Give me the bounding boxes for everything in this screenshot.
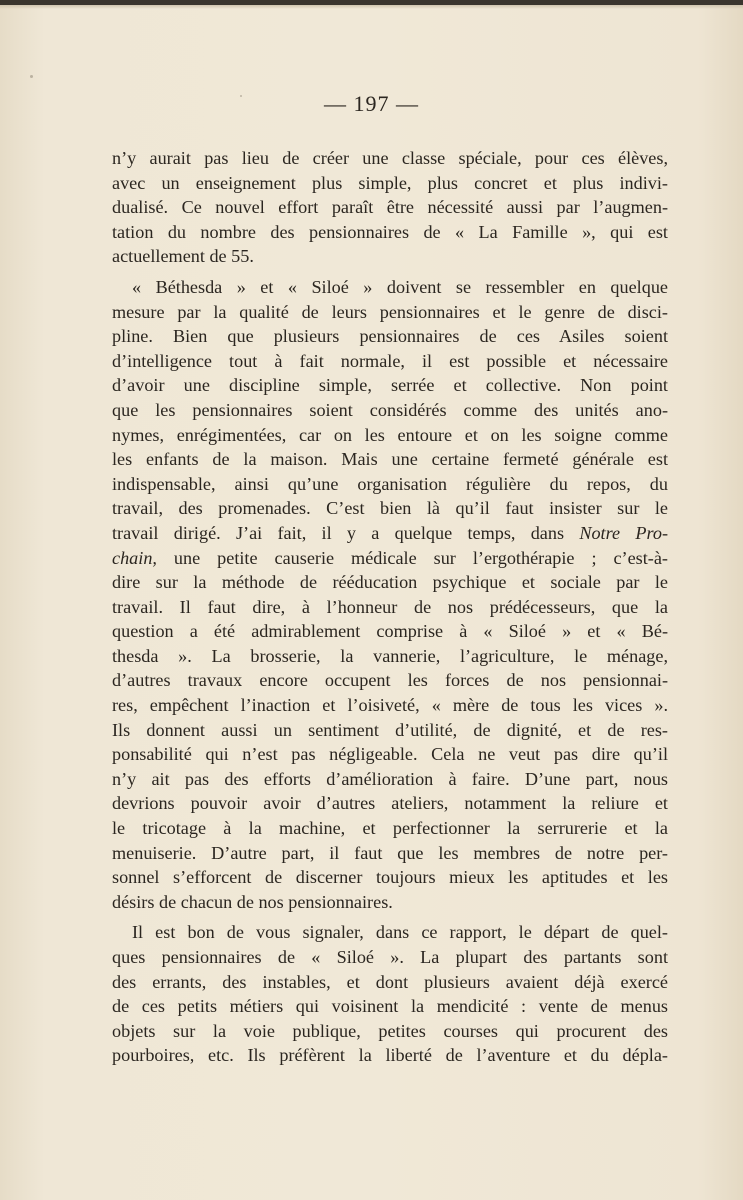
text-line: travail. Il faut dire, à l’honneur de nos prédécesseurs, que la (112, 596, 668, 617)
text-line: désirs de chacun de nos pensionnaires. (112, 891, 393, 912)
text-line: dire sur la méthode de rééducation psychique et sociale par le (112, 572, 668, 593)
text-line: d’autres travaux encore occupent les forces de nos pensionnai- (112, 670, 668, 691)
text-line: mesure par la qualité de leurs pensionnaires et le genre de disci- (112, 301, 668, 322)
text-line: tation du nombre des pensionnaires de « La Famille », qui est (112, 221, 668, 242)
text-line: Ils donnent aussi un sentiment d’utilité, de dignité, et de res- (112, 719, 668, 740)
text-line: ponsabilité qui n’est pas négligeable. Cela ne veut pas dire qu’il (112, 744, 668, 765)
journal-title: Notre Pro- (579, 522, 668, 543)
text-line: de ces petits métiers qui voisinent la mendicité : vente de menus (112, 996, 668, 1017)
text-line: « Béthesda » et « Siloé » doivent se ressembler en quelque (132, 276, 668, 297)
text-line: dualisé. Ce nouvel effort paraît être nécessité aussi par l’augmen- (112, 197, 668, 218)
text-line: menuiserie. D’autre part, il faut que les membres de notre per- (112, 842, 668, 863)
text-line: d’intelligence tout à fait normale, il est possible et nécessaire (112, 350, 668, 371)
page-number: — 197 — (324, 91, 419, 116)
text-line: avec un enseignement plus simple, plus concret et plus indivi- (112, 172, 668, 193)
text-line: d’avoir une discipline simple, serrée et collective. Non point (112, 375, 668, 396)
text-line: pourboires, etc. Ils préfèrent la liberté de l’aventure et du dépla- (112, 1045, 668, 1066)
paragraph-1 (112, 146, 668, 269)
text-line: travail dirigé. J’ai fait, il y a quelque temps, dans Notre Pro- (112, 522, 668, 543)
text-line: devrions pouvoir avoir d’autres ateliers, notamment la reliure et (112, 793, 668, 814)
text-line: question a été admirablement comprise à « Siloé » et « Bé- (112, 621, 668, 642)
text-line: chain, une petite causerie médicale sur l’ergothérapie ; c’est-à- (112, 547, 668, 568)
paper-speck (30, 75, 33, 78)
text-line: sonnel s’efforcent de discerner toujours mieux les aptitudes et les (112, 867, 668, 888)
body-text (112, 146, 668, 1074)
text-line: thesda ». La brosserie, la vannerie, l’agriculture, le ménage, (112, 645, 668, 666)
text-line: objets sur la voie publique, petites courses qui procurent des (112, 1020, 668, 1041)
text-line: res, empêchent l’inaction et l’oisiveté, « mère de tous les vices ». (112, 695, 668, 716)
paragraph-3 (112, 920, 668, 1068)
text-line: le tricotage à la machine, et perfectionner la serrurerie et la (112, 818, 668, 839)
journal-title: chain, (112, 547, 157, 568)
text-line: nymes, enrégimentées, car on les entoure et on les soigne comme (112, 424, 668, 445)
text-line: n’y aurait pas lieu de créer une classe spéciale, pour ces élèves, (112, 148, 668, 168)
paragraph-2 (112, 275, 668, 914)
text-line: indispensable, ainsi qu’une organisation régulière du repos, du (112, 473, 668, 494)
text-line: des errants, des instables, et dont plusieurs avaient déjà exercé (112, 971, 668, 992)
text-line: actuellement de 55. (112, 246, 254, 267)
text-line: Il est bon de vous signaler, dans ce rapport, le départ de quel- (132, 922, 668, 943)
text-line: n’y ait pas des efforts d’amélioration à faire. D’une part, nous (112, 768, 668, 789)
text-line: les enfants de la maison. Mais une certaine fermeté générale est (112, 449, 668, 470)
text-line: pline. Bien que plusieurs pensionnaires de ces Asiles soient (112, 326, 668, 347)
text-line: travail, des promenades. C’est bien là qu’il faut insister sur le (112, 498, 668, 519)
page-top-shadow (0, 5, 743, 9)
text-line: ques pensionnaires de « Siloé ». La plupart des partants sont (112, 947, 668, 967)
text-line: que les pensionnaires soient considérés comme des unités ano- (112, 399, 668, 420)
